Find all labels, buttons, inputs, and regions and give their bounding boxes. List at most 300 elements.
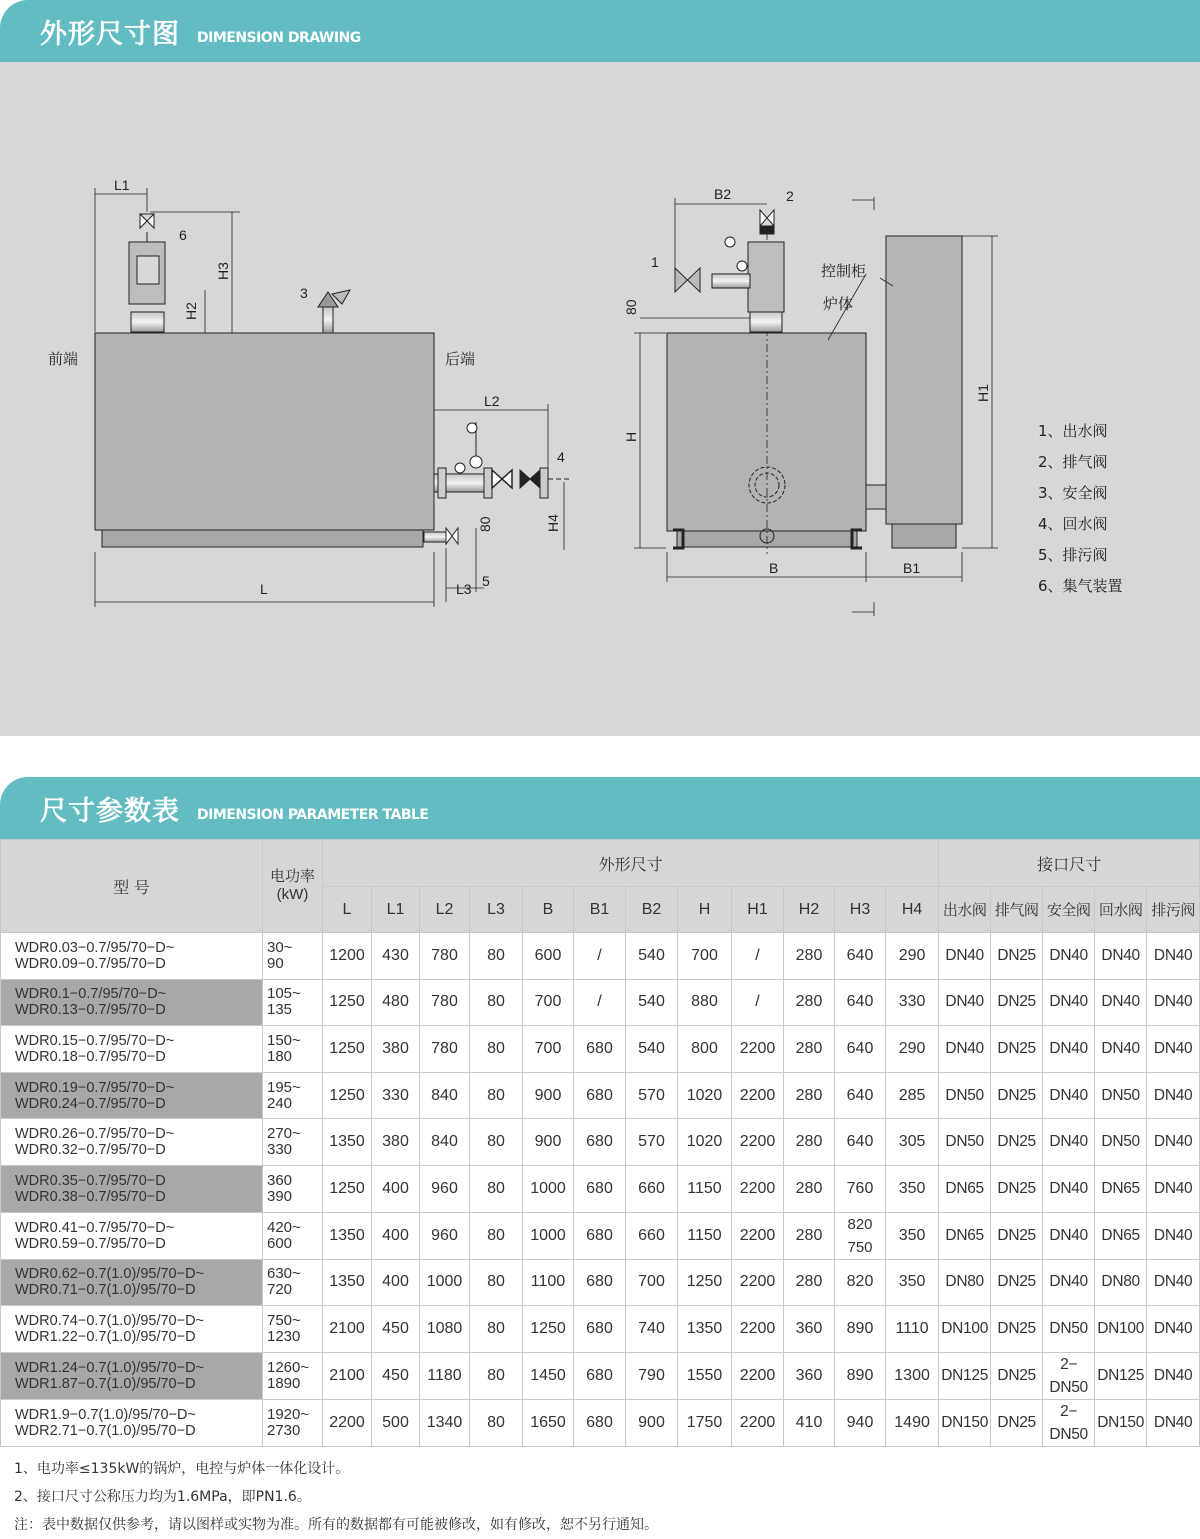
model-cell	[1, 933, 263, 980]
dim-cell: 330	[886, 979, 939, 1026]
valve-cell: DN40	[1147, 1165, 1200, 1212]
valve-cell: DN65	[1095, 1212, 1147, 1259]
header-dim-b1: B1	[574, 887, 626, 933]
dim-cell: 790	[626, 1352, 678, 1399]
power-line: 420~	[267, 1218, 301, 1236]
callout-3: 3	[300, 285, 308, 301]
boiler-body-side	[95, 333, 434, 530]
valve-cell: DN100	[939, 1306, 991, 1353]
valve-cell: 2− DN50	[1043, 1399, 1095, 1446]
dim-cell: 2200	[732, 1352, 784, 1399]
dim-cell: 80	[470, 1306, 523, 1353]
dim-cell: 1250	[678, 1259, 732, 1306]
dim-cell: 400	[372, 1165, 420, 1212]
dim-cell: 570	[626, 1072, 678, 1119]
valve-cell: DN25	[991, 1259, 1043, 1306]
dim-cell: 2200	[732, 1119, 784, 1166]
dim-cell: 780	[420, 933, 470, 980]
header-dim-l3: L3	[470, 887, 523, 933]
valve-cell: DN40	[1147, 1399, 1200, 1446]
dim-cell: 640	[835, 979, 886, 1026]
model-line: WDR0.18−0.7/95/70−D	[15, 1048, 166, 1065]
dim-cell: 80	[470, 1119, 523, 1166]
valve-cell: DN40	[1095, 933, 1147, 980]
header-interface: 接口尺寸	[939, 840, 1200, 887]
dim-cell: 380	[372, 1026, 420, 1073]
model-line: WDR1.9−0.7(1.0)/95/70−D~	[15, 1406, 196, 1423]
dim-cell: 960	[420, 1212, 470, 1259]
dim-cell: 285	[886, 1072, 939, 1119]
model-cell	[1, 1165, 263, 1212]
return-valve-icon	[492, 470, 512, 488]
dim-cell: 280	[784, 933, 835, 980]
model-line: WDR1.87−0.7(1.0)/95/70−D	[15, 1375, 196, 1392]
table-row	[1, 1259, 1200, 1306]
header-valve: 出水阀	[939, 887, 991, 933]
header-outer-dims: 外形尺寸	[323, 840, 939, 887]
model-cell	[1, 1119, 263, 1166]
callout-4: 4	[557, 449, 565, 465]
power-line: 1260~	[267, 1358, 310, 1376]
valve-cell: DN25	[991, 979, 1043, 1026]
dim-cell: 570	[626, 1119, 678, 1166]
dimension-parameter-table	[0, 839, 1200, 1447]
dim-cell: 780	[420, 1026, 470, 1073]
valve-cell: DN25	[991, 933, 1043, 980]
dim-cell: 1080	[420, 1306, 470, 1353]
note-item: 1、电功率≤135kW的锅炉，电控与炉体一体化设计。	[14, 1461, 350, 1477]
header-valve: 回水阀	[1095, 887, 1147, 933]
dim-cell: 360	[784, 1306, 835, 1353]
furnace-body-label: 炉体	[823, 295, 854, 313]
valve-cell: DN40	[1147, 1352, 1200, 1399]
model-line: WDR0.19−0.7/95/70−D~	[15, 1079, 175, 1096]
header-model: 型 号	[1, 840, 263, 933]
header-power: 电功率(kW)	[263, 840, 323, 933]
header-dim-h3: H3	[835, 887, 886, 933]
dim-cell: 80	[470, 979, 523, 1026]
dim-cell: 820	[835, 1259, 886, 1306]
dim-B: B	[769, 560, 779, 576]
legend-item: 4、回水阀	[1038, 515, 1108, 533]
valve-cell: DN80	[939, 1259, 991, 1306]
legend-item: 6、集气装置	[1038, 577, 1123, 595]
dim-cell: 450	[372, 1306, 420, 1353]
header-dim-h2: H2	[784, 887, 835, 933]
dim-cell: 430	[372, 933, 420, 980]
dim-cell: 960	[420, 1165, 470, 1212]
dim-cell: 700	[523, 979, 574, 1026]
valve-cell: DN65	[1095, 1165, 1147, 1212]
dim-cell: 330	[372, 1072, 420, 1119]
valve-cell: DN125	[939, 1352, 991, 1399]
valve-cell: DN25	[991, 1165, 1043, 1212]
model-line: WDR0.32−0.7/95/70−D	[15, 1142, 166, 1159]
table-row	[1, 933, 1200, 980]
legend-item: 5、排污阀	[1038, 546, 1108, 564]
power-cell	[263, 1072, 323, 1119]
dim-cell: 660	[626, 1212, 678, 1259]
dim-L2: L2	[484, 393, 500, 409]
power-line: 360	[267, 1171, 293, 1189]
section-title-zh: 外形尺寸图	[40, 19, 180, 50]
dim-cell: 680	[574, 1212, 626, 1259]
dim-cell: /	[574, 933, 626, 980]
dim-cell: 2200	[732, 1026, 784, 1073]
dim-cell: 740	[626, 1306, 678, 1353]
dim-H3: H3	[215, 262, 231, 280]
dim-cell: 280	[784, 1026, 835, 1073]
section-title-en: DIMENSION PARAMETER TABLE	[197, 807, 429, 823]
dim-cell: 80	[470, 1165, 523, 1212]
valve-cell: DN25	[991, 1119, 1043, 1166]
valve-cell: DN40	[1095, 979, 1147, 1026]
outlet-valve-icon	[675, 268, 700, 292]
power-cell	[263, 1212, 323, 1259]
model-line: WDR0.03−0.7/95/70−D~	[15, 939, 175, 956]
front-end-label: 前端	[48, 350, 79, 368]
dim-H4: H4	[545, 514, 561, 532]
power-line: 90	[267, 954, 284, 972]
dim-cell: 1180	[420, 1352, 470, 1399]
dim-cell: 680	[574, 1399, 626, 1446]
model-line: WDR0.35−0.7/95/70−D	[15, 1172, 166, 1189]
power-line: 30~	[267, 938, 293, 956]
dim-cell: 450	[372, 1352, 420, 1399]
power-line: 1920~	[267, 1405, 310, 1423]
table-row	[1, 1306, 1200, 1353]
dim-cell: 380	[372, 1119, 420, 1166]
valve-cell: DN40	[1095, 1026, 1147, 1073]
header-valve: 排气阀	[991, 887, 1043, 933]
model-cell	[1, 1026, 263, 1073]
dim-cell: 1250	[323, 1165, 372, 1212]
dim-cell: 680	[574, 1119, 626, 1166]
table-row	[1, 1399, 1200, 1446]
dim-cell: 280	[784, 1165, 835, 1212]
valve-cell: DN40	[1147, 1306, 1200, 1353]
dim-cell: 350	[886, 1212, 939, 1259]
dim-cell: 400	[372, 1259, 420, 1306]
dim-cell: 1350	[323, 1259, 372, 1306]
valve-cell: DN40	[1043, 1259, 1095, 1306]
model-line: WDR0.15−0.7/95/70−D~	[15, 1032, 175, 1049]
dim-H: H	[623, 431, 639, 442]
dim-cell: 640	[835, 933, 886, 980]
valve-cell: DN40	[1043, 933, 1095, 980]
dim-cell: /	[732, 933, 784, 980]
dim-cell: 540	[626, 933, 678, 980]
dim-H2: H2	[183, 302, 199, 320]
dim-cell: 2200	[323, 1399, 372, 1446]
dim-cell: 280	[784, 1072, 835, 1119]
table-row	[1, 1165, 1200, 1212]
control-cabinet-label: 控制柜	[821, 262, 867, 280]
dim-cell: 660	[626, 1165, 678, 1212]
section-title-zh: 尺寸参数表	[40, 796, 180, 827]
power-line: 1890	[267, 1374, 301, 1392]
power-line: 195~	[267, 1078, 301, 1096]
model-line: WDR0.26−0.7/95/70−D~	[15, 1126, 175, 1143]
model-line: WDR0.38−0.7/95/70−D	[15, 1188, 166, 1205]
dim-cell: 1550	[678, 1352, 732, 1399]
dim-cell: 290	[886, 933, 939, 980]
dim-cell: 2200	[732, 1212, 784, 1259]
dim-cell: /	[732, 979, 784, 1026]
model-line: WDR1.24−0.7(1.0)/95/70−D~	[15, 1359, 205, 1376]
dim-cell: 2100	[323, 1306, 372, 1353]
drawing-svg	[0, 62, 1200, 736]
dim-cell: 1250	[323, 979, 372, 1026]
dim-cell: 2200	[732, 1165, 784, 1212]
valve-cell: DN40	[939, 979, 991, 1026]
dim-cell: 1450	[523, 1352, 574, 1399]
model-cell	[1, 1072, 263, 1119]
valve-cell: DN50	[939, 1119, 991, 1166]
valve-cell: DN65	[939, 1212, 991, 1259]
legend-item: 1、出水阀	[1038, 422, 1108, 440]
valve-cell: DN25	[991, 1306, 1043, 1353]
dim-cell: 2200	[732, 1399, 784, 1446]
valve-legend	[1038, 416, 1123, 602]
dim-cell: 680	[574, 1306, 626, 1353]
dim-cell: 2100	[323, 1352, 372, 1399]
note-item: 注：表中数据仅供参考，请以图样或实物为准。所有的数据都有可能被修改，如有修改，恕不另行通知。	[14, 1517, 658, 1533]
dim-cell: 350	[886, 1165, 939, 1212]
table-row	[1, 1212, 1200, 1259]
table-row	[1, 979, 1200, 1026]
dim-cell: 1350	[323, 1119, 372, 1166]
valve-cell: DN25	[991, 1399, 1043, 1446]
dim-cell: 760	[835, 1165, 886, 1212]
dim-cell: 890	[835, 1352, 886, 1399]
valve-cell: DN80	[1095, 1259, 1147, 1306]
dim-cell: 1350	[323, 1212, 372, 1259]
header-dim-h: H	[678, 887, 732, 933]
power-line: 135	[267, 1001, 293, 1019]
dim-cell: 290	[886, 1026, 939, 1073]
dim-cell: 1250	[523, 1306, 574, 1353]
model-line: WDR0.41−0.7/95/70−D~	[15, 1219, 175, 1236]
table-row	[1, 1026, 1200, 1073]
dim-80-side: 80	[477, 516, 493, 532]
dim-cell: 1750	[678, 1399, 732, 1446]
dim-cell: 2200	[732, 1259, 784, 1306]
dim-cell: 900	[626, 1399, 678, 1446]
valve-cell: DN40	[939, 1026, 991, 1073]
dim-cell: 80	[470, 1212, 523, 1259]
valve-cell: DN125	[1095, 1352, 1147, 1399]
callout-5: 5	[482, 573, 490, 589]
valve-cell: DN100	[1095, 1306, 1147, 1353]
model-cell	[1, 1212, 263, 1259]
valve-cell: DN40	[939, 933, 991, 980]
dim-cell: 1100	[523, 1259, 574, 1306]
section-header-drawing	[0, 0, 1200, 62]
dim-cell: 680	[574, 1165, 626, 1212]
section-header-table	[0, 777, 1200, 839]
note-item: 2、接口尺寸公称压力均为1.6MPa，即PN1.6。	[14, 1489, 311, 1505]
valve-cell: DN65	[939, 1165, 991, 1212]
drain-valve-icon	[446, 528, 458, 544]
dim-cell: 1000	[420, 1259, 470, 1306]
dim-cell: 680	[574, 1072, 626, 1119]
dim-cell: 80	[470, 933, 523, 980]
valve-cell: DN50	[1095, 1072, 1147, 1119]
valve-cell: DN25	[991, 1026, 1043, 1073]
power-line: 270~	[267, 1125, 301, 1143]
dim-cell: /	[574, 979, 626, 1026]
valve-cell: DN25	[991, 1352, 1043, 1399]
dim-cell: 680	[574, 1026, 626, 1073]
dim-cell: 80	[470, 1259, 523, 1306]
valve-cell: DN40	[1147, 1119, 1200, 1166]
dim-cell: 780	[420, 979, 470, 1026]
dim-cell: 1020	[678, 1072, 732, 1119]
valve-cell: DN150	[939, 1399, 991, 1446]
power-cell	[263, 1306, 323, 1353]
dim-cell: 1650	[523, 1399, 574, 1446]
dim-cell: 820 750	[835, 1212, 886, 1259]
power-cell	[263, 933, 323, 980]
dim-cell: 1000	[523, 1212, 574, 1259]
valve-cell: DN50	[1043, 1306, 1095, 1353]
power-line: 630~	[267, 1265, 301, 1283]
dim-cell: 1200	[323, 933, 372, 980]
model-line: WDR0.59−0.7/95/70−D	[15, 1235, 166, 1252]
power-line: 750~	[267, 1311, 301, 1329]
legend-item: 3、安全阀	[1038, 484, 1108, 502]
dim-cell: 1150	[678, 1165, 732, 1212]
control-cabinet	[886, 236, 962, 524]
model-line: WDR0.74−0.7(1.0)/95/70−D~	[15, 1312, 205, 1329]
dim-L3: L3	[456, 581, 472, 597]
dim-cell: 540	[626, 1026, 678, 1073]
boiler-body-front	[667, 333, 866, 531]
dim-cell: 940	[835, 1399, 886, 1446]
header-dim-l1: L1	[372, 887, 420, 933]
valve-cell: DN40	[1043, 1119, 1095, 1166]
valve-cell: DN40	[1043, 1212, 1095, 1259]
valve-cell: DN25	[991, 1212, 1043, 1259]
dim-cell: 700	[626, 1259, 678, 1306]
dim-cell: 400	[372, 1212, 420, 1259]
power-line: 150~	[267, 1031, 301, 1049]
dim-cell: 640	[835, 1119, 886, 1166]
return-check-valve-icon	[520, 470, 540, 488]
dim-B1: B1	[903, 560, 921, 576]
dim-cell: 280	[784, 1259, 835, 1306]
model-line: WDR2.71−0.7(1.0)/95/70−D	[15, 1422, 196, 1439]
dim-H1: H1	[975, 384, 991, 402]
dim-cell: 880	[678, 979, 732, 1026]
dimension-drawing	[0, 62, 1200, 736]
dim-cell: 700	[523, 1026, 574, 1073]
dim-cell: 680	[574, 1259, 626, 1306]
dim-cell: 280	[784, 979, 835, 1026]
section-title-en: DIMENSION DRAWING	[197, 30, 361, 46]
dim-cell: 360	[784, 1352, 835, 1399]
header-dim-b2: B2	[626, 887, 678, 933]
valve-cell: DN40	[1043, 1026, 1095, 1073]
model-line: WDR0.09−0.7/95/70−D	[15, 955, 166, 972]
dim-cell: 900	[523, 1072, 574, 1119]
dim-cell: 305	[886, 1119, 939, 1166]
valve-cell: DN40	[1043, 1165, 1095, 1212]
dim-cell: 500	[372, 1399, 420, 1446]
valve-cell: DN50	[939, 1072, 991, 1119]
power-cell	[263, 1352, 323, 1399]
valve-cell: 2− DN50	[1043, 1352, 1095, 1399]
boiler-base-side	[102, 530, 423, 547]
power-cell	[263, 1119, 323, 1166]
power-line: 2730	[267, 1421, 301, 1439]
dim-cell: 1300	[886, 1352, 939, 1399]
model-line: WDR0.1−0.7/95/70−D~	[15, 986, 167, 1003]
dim-cell: 2200	[732, 1306, 784, 1353]
dim-cell: 280	[784, 1212, 835, 1259]
dim-cell: 640	[835, 1072, 886, 1119]
table-row	[1, 1072, 1200, 1119]
dim-cell: 2200	[732, 1072, 784, 1119]
valve-cell: DN40	[1147, 1259, 1200, 1306]
model-cell	[1, 1306, 263, 1353]
dim-cell: 1110	[886, 1306, 939, 1353]
table-row	[1, 1352, 1200, 1399]
power-cell	[263, 1026, 323, 1073]
callout-2: 2	[786, 188, 794, 204]
power-line: 390	[267, 1187, 293, 1205]
dim-L: L	[260, 581, 268, 597]
valve-cell: DN150	[1095, 1399, 1147, 1446]
dim-80-front: 80	[623, 299, 639, 315]
power-line: 330	[267, 1141, 293, 1159]
model-cell	[1, 979, 263, 1026]
dim-cell: 1340	[420, 1399, 470, 1446]
power-cell	[263, 979, 323, 1026]
dim-cell: 600	[523, 933, 574, 980]
valve-cell: DN40	[1147, 1072, 1200, 1119]
valve-cell: DN40	[1043, 979, 1095, 1026]
dim-cell: 1020	[678, 1119, 732, 1166]
dim-cell: 410	[784, 1399, 835, 1446]
dim-cell: 1250	[323, 1026, 372, 1073]
dim-cell: 350	[886, 1259, 939, 1306]
dim-cell: 1250	[323, 1072, 372, 1119]
dim-cell: 80	[470, 1352, 523, 1399]
dim-cell: 840	[420, 1119, 470, 1166]
rear-end-label: 后端	[445, 350, 476, 368]
power-cell	[263, 1259, 323, 1306]
dim-cell: 900	[523, 1119, 574, 1166]
legend-item: 2、排气阀	[1038, 453, 1108, 471]
power-line: 180	[267, 1047, 293, 1065]
valve-cell: DN40	[1147, 1026, 1200, 1073]
valve-cell: DN40	[1147, 933, 1200, 980]
collector-valve-icon	[140, 214, 154, 228]
dim-cell: 80	[470, 1026, 523, 1073]
dim-cell: 540	[626, 979, 678, 1026]
valve-cell: DN40	[1043, 1072, 1095, 1119]
header-valve: 安全阀	[1043, 887, 1095, 933]
power-line: 1230	[267, 1327, 301, 1345]
model-line: WDR0.71−0.7(1.0)/95/70−D	[15, 1282, 196, 1299]
header-dim-l: L	[323, 887, 372, 933]
callout-1: 1	[651, 254, 659, 270]
table-notes	[14, 1455, 658, 1539]
dim-cell: 800	[678, 1026, 732, 1073]
dim-cell: 1150	[678, 1212, 732, 1259]
